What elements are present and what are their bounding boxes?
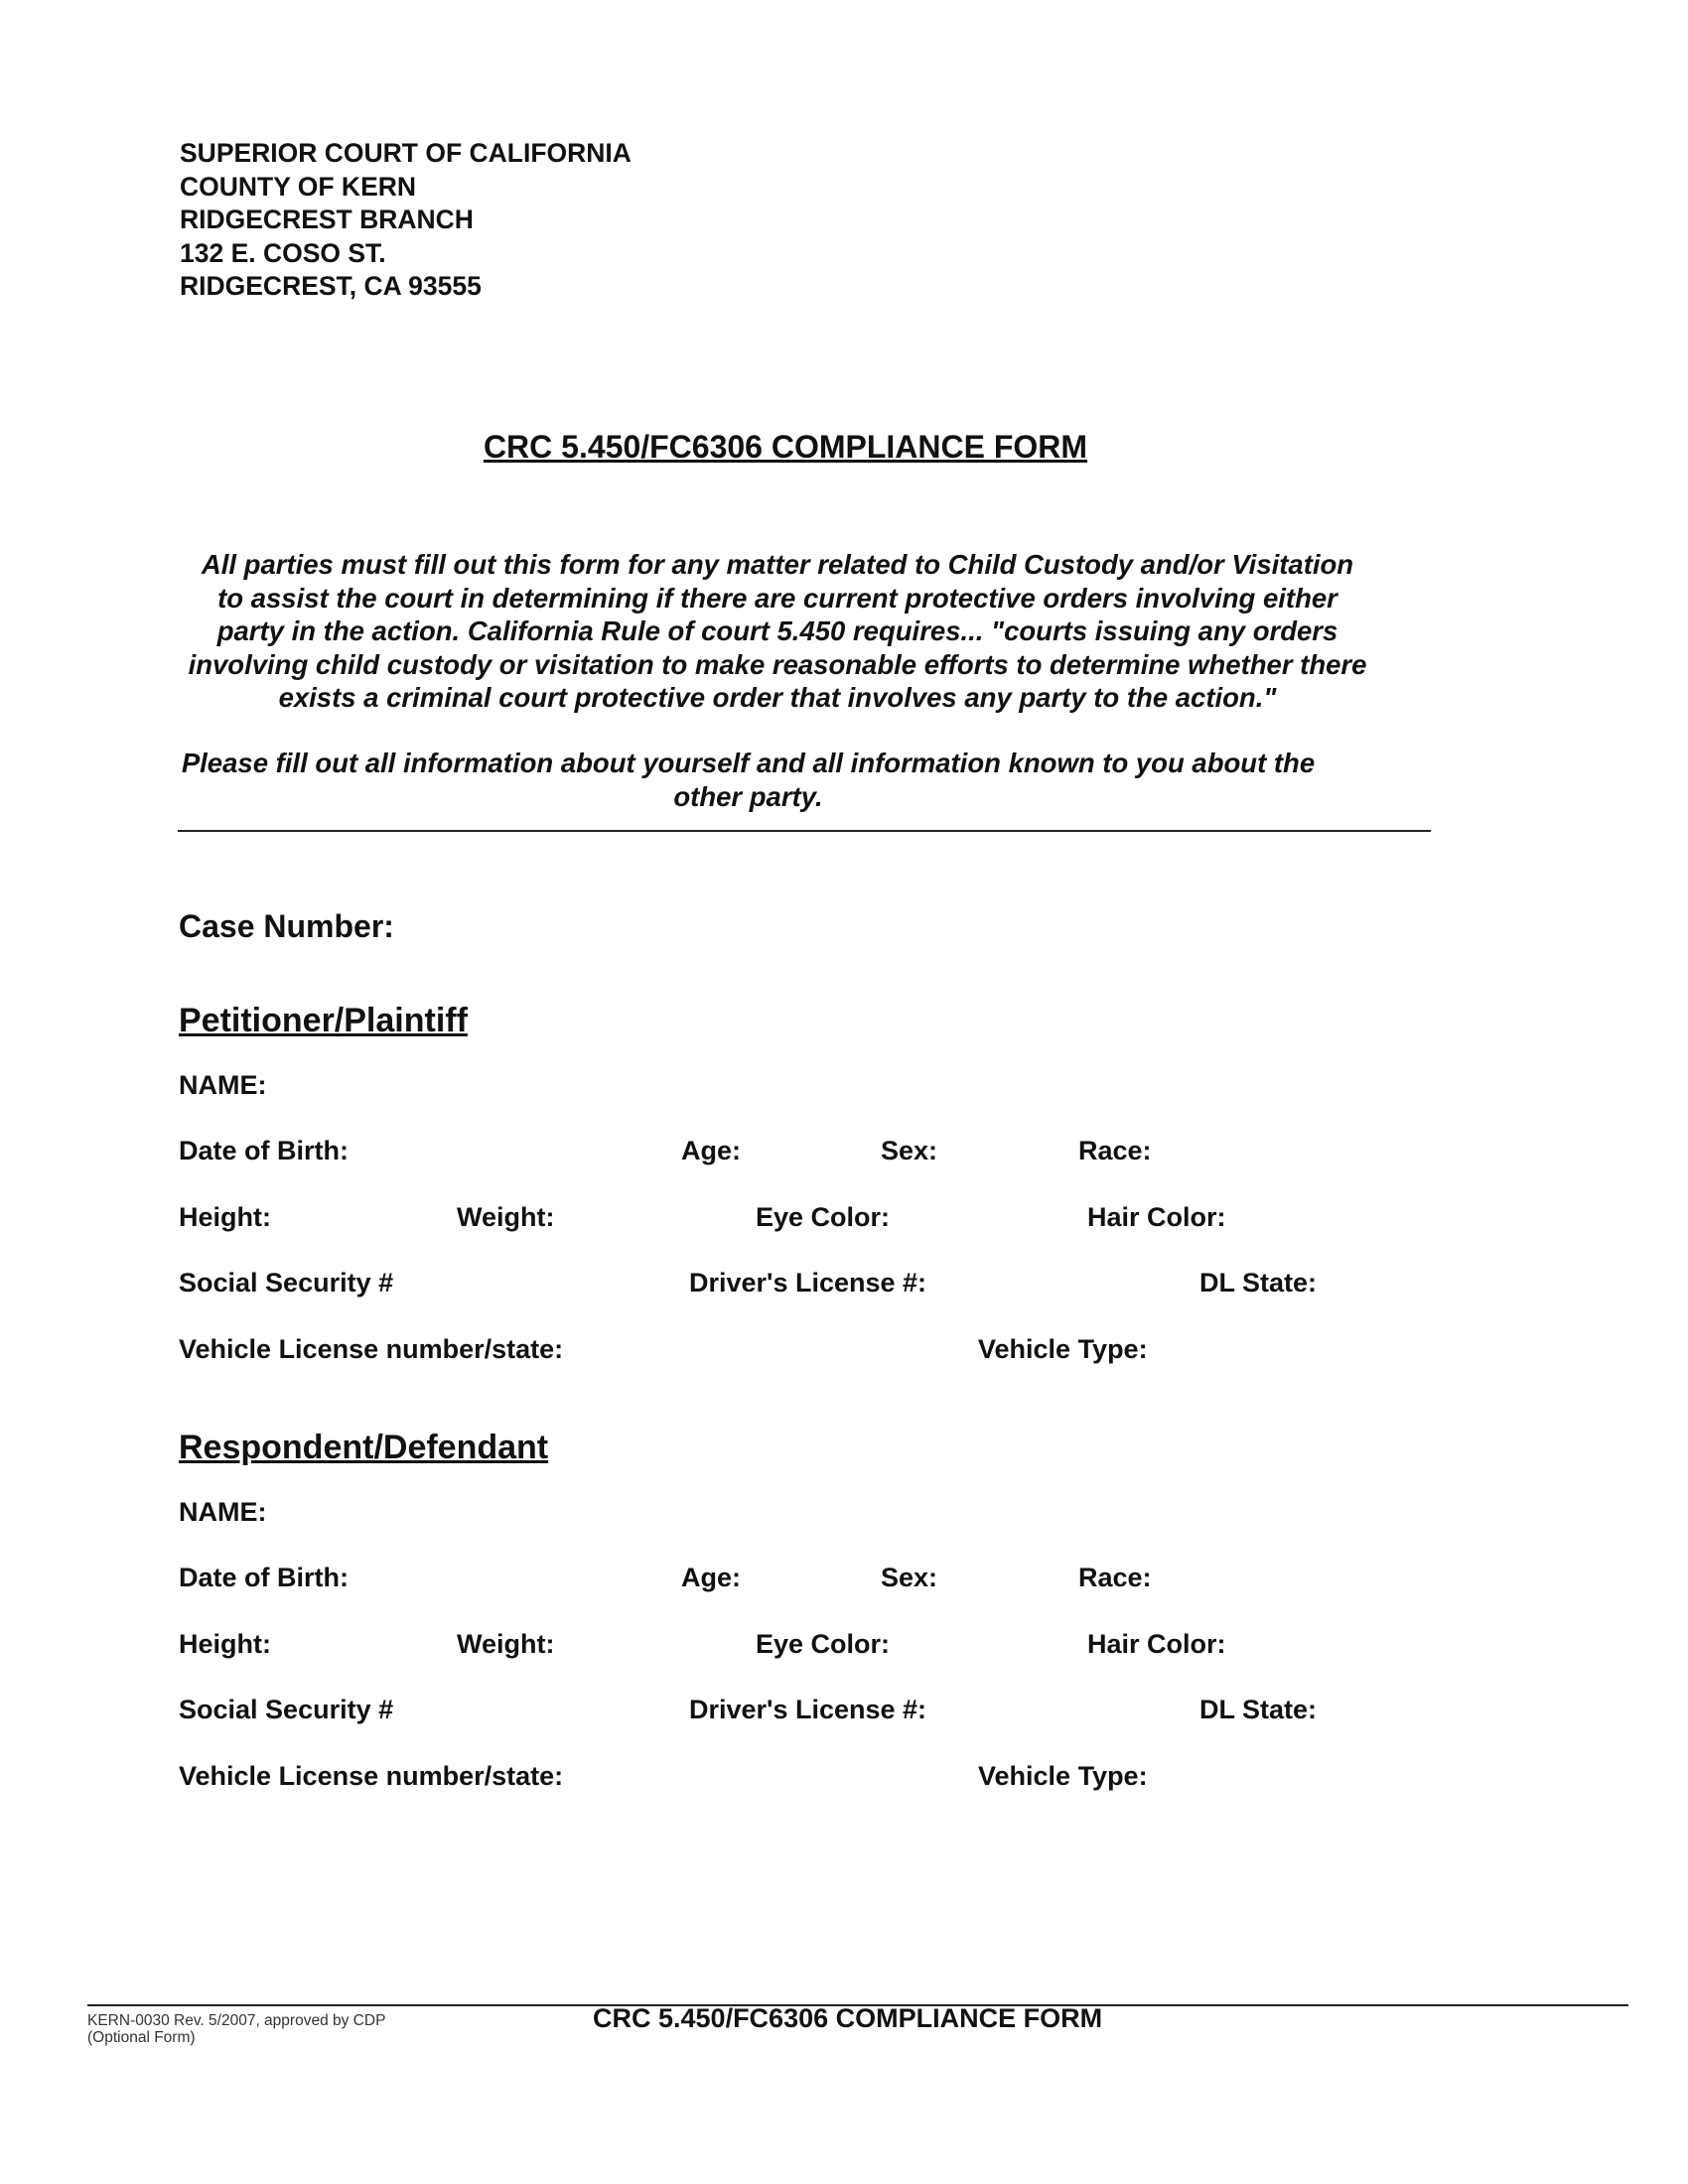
page-title: CRC 5.450/FC6306 COMPLIANCE FORM (483, 429, 1088, 465)
petitioner-ssn-field[interactable]: Social Security # (179, 1268, 394, 1297)
instruction-line: Please fill out all information about yourself and all information known to you about the (181, 748, 1316, 778)
respondent-ssn-field[interactable]: Social Security # (179, 1695, 394, 1724)
petitioner-dl-state-field[interactable]: DL State: (1199, 1268, 1318, 1297)
intro-line: party in the action. California Rule of court 5.450 requires... "courts issuing any orders (216, 615, 1338, 646)
footer-title: CRC 5.450/FC6306 COMPLIANCE FORM (593, 2003, 1103, 2033)
court-county: COUNTY OF KERN (180, 171, 417, 202)
respondent-name-field[interactable]: NAME: (179, 1497, 267, 1527)
divider (178, 830, 1431, 832)
respondent-vehicle-license-field[interactable]: Vehicle License number/state: (179, 1761, 564, 1791)
respondent-dl-state-field[interactable]: DL State: (1199, 1695, 1318, 1724)
petitioner-drivers-license-field[interactable]: Driver's License #: (689, 1268, 927, 1297)
respondent-heading: Respondent/Defendant (179, 1429, 549, 1466)
respondent-drivers-license-field[interactable]: Driver's License #: (689, 1695, 927, 1724)
respondent-age-field[interactable]: Age: (681, 1563, 741, 1592)
respondent-vehicle-type-field[interactable]: Vehicle Type: (978, 1761, 1148, 1791)
case-number-label[interactable]: Case Number: (179, 908, 394, 944)
footer-form-info (87, 2012, 385, 2046)
court-city: RIDGECREST, CA 93555 (180, 271, 482, 301)
respondent-dob-field[interactable]: Date of Birth: (179, 1563, 349, 1592)
petitioner-hair-color-field[interactable]: Hair Color: (1087, 1202, 1226, 1232)
respondent-race-field[interactable]: Race: (1078, 1563, 1152, 1592)
petitioner-heading: Petitioner/Plaintiff (179, 1002, 468, 1039)
petitioner-vehicle-license-field[interactable]: Vehicle License number/state: (179, 1334, 564, 1364)
footer-form-id: KERN-0030 Rev. 5/2007, approved by CDP (87, 2012, 386, 2029)
petitioner-age-field[interactable]: Age: (681, 1136, 741, 1165)
petitioner-sex-field[interactable]: Sex: (881, 1136, 938, 1165)
instruction-paragraph (139, 747, 1357, 813)
petitioner-eye-color-field[interactable]: Eye Color: (756, 1202, 891, 1232)
court-address (180, 137, 632, 304)
footer-optional-note: (Optional Form) (87, 2029, 196, 2046)
petitioner-dob-field[interactable]: Date of Birth: (179, 1136, 349, 1165)
respondent-height-field[interactable]: Height: (179, 1629, 271, 1659)
intro-paragraph (139, 548, 1416, 715)
court-branch: RIDGECREST BRANCH (180, 205, 474, 234)
intro-line: exists a criminal court protective order that involves any party to the action." (278, 682, 1277, 713)
intro-line: All parties must fill out this form for any matter related to Child Custody and/or Visitation (201, 549, 1354, 580)
petitioner-race-field[interactable]: Race: (1078, 1136, 1152, 1165)
intro-line: to assist the court in determining if there are current protective orders involving either (217, 582, 1337, 614)
petitioner-height-field[interactable]: Height: (179, 1202, 271, 1232)
court-name: SUPERIOR COURT OF CALIFORNIA (180, 138, 632, 168)
respondent-hair-color-field[interactable]: Hair Color: (1087, 1629, 1226, 1659)
respondent-eye-color-field[interactable]: Eye Color: (756, 1629, 891, 1659)
court-street: 132 E. COSO ST. (180, 237, 386, 268)
petitioner-name-field[interactable]: NAME: (179, 1070, 267, 1100)
intro-line: involving child custody or visitation to make reasonable efforts to determine whether there (188, 648, 1367, 680)
petitioner-vehicle-type-field[interactable]: Vehicle Type: (978, 1334, 1148, 1364)
respondent-sex-field[interactable]: Sex: (881, 1563, 938, 1592)
petitioner-weight-field[interactable]: Weight: (457, 1202, 555, 1232)
instruction-line: other party. (673, 780, 823, 812)
respondent-weight-field[interactable]: Weight: (457, 1629, 555, 1659)
